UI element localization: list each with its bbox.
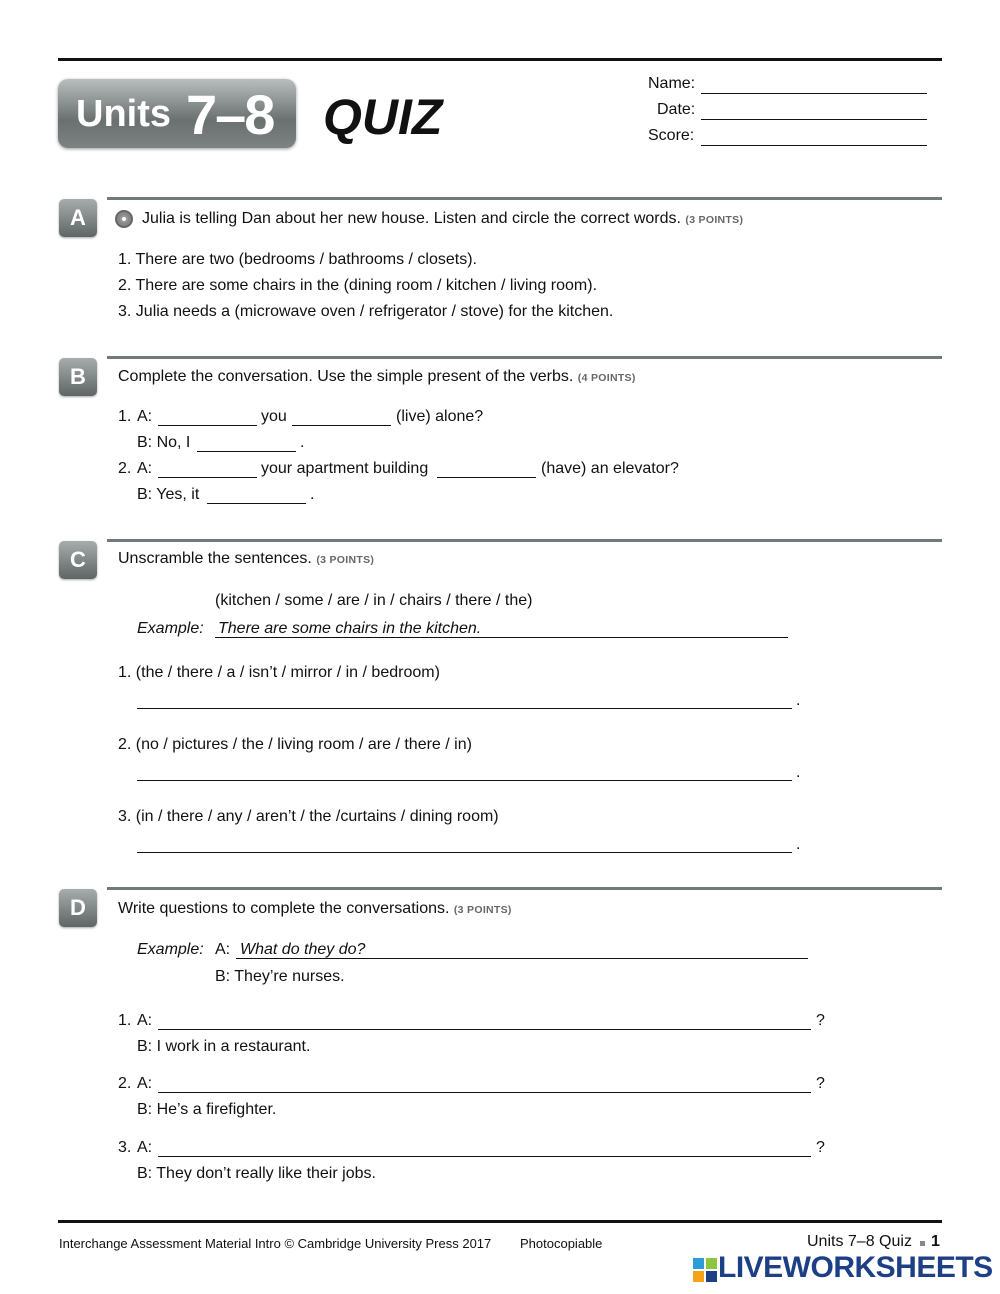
b2-blank-2[interactable]	[437, 477, 536, 478]
b2-blank-3[interactable]	[207, 503, 306, 504]
bottom-rule	[58, 1220, 942, 1223]
b2-speaker-a: A:	[137, 460, 153, 477]
section-d-bar	[107, 887, 942, 890]
b1-blank-3[interactable]	[197, 451, 296, 452]
c-example-words: (kitchen / some / are / in / chairs / there / the)	[215, 592, 533, 609]
quiz-title: QUIZ	[323, 89, 443, 145]
d1-number: 1.	[118, 1012, 132, 1029]
d3-speaker-a: A:	[137, 1139, 153, 1156]
b2-mid: your apartment building	[261, 460, 429, 477]
b1-response: B: No, I	[137, 434, 191, 451]
b1-live: (live) alone?	[396, 408, 484, 425]
d3-qmark: ?	[816, 1139, 825, 1156]
section-b-instruction	[118, 368, 636, 386]
b1-you: you	[261, 408, 287, 425]
d2-answer[interactable]	[158, 1092, 811, 1093]
section-a-text: Julia is telling Dan about her new house. Listen and circle the correct words.	[142, 210, 681, 227]
section-c-letter: C	[59, 541, 97, 579]
c-example-answer: There are some chairs in the kitchen.	[218, 620, 482, 637]
units-badge	[58, 79, 296, 148]
c-item-1: 1. (the / there / a / isn’t / mirror / in / bedroom)	[118, 664, 440, 681]
d2-response: B: He’s a firefighter.	[137, 1101, 277, 1118]
d-example-line	[236, 958, 808, 959]
section-d-letter: D	[59, 889, 97, 927]
c-answer-2[interactable]	[137, 780, 792, 781]
section-d-points: (3 POINTS)	[453, 904, 512, 916]
section-d-text: Write questions to complete the conversations.	[118, 900, 450, 917]
name-field[interactable]	[701, 93, 927, 94]
section-c-instruction	[118, 550, 374, 568]
top-rule	[58, 58, 942, 61]
d-example-answer: What do they do?	[240, 941, 366, 958]
section-b-text: Complete the conversation. Use the simple present of the verbs.	[118, 368, 574, 385]
c-example-label: Example:	[137, 620, 204, 637]
b1-period: .	[300, 434, 305, 451]
d1-answer[interactable]	[158, 1029, 811, 1030]
d2-number: 2.	[118, 1075, 132, 1092]
units-numbers: 7–8	[186, 83, 274, 146]
b1-number: 1.	[118, 408, 132, 425]
d3-answer[interactable]	[158, 1156, 811, 1157]
section-c-points: (3 POINTS)	[316, 554, 375, 566]
b2-period: .	[310, 486, 315, 503]
d-example-label: Example:	[137, 941, 204, 958]
section-b-letter: B	[59, 358, 97, 396]
b1-speaker-a: A:	[137, 408, 153, 425]
units-label: Units	[76, 93, 171, 135]
date-label: Date:	[657, 101, 696, 118]
c-period-3: .	[796, 836, 801, 853]
d2-speaker-a: A:	[137, 1075, 153, 1092]
b2-blank-1[interactable]	[158, 477, 257, 478]
b2-number: 2.	[118, 460, 132, 477]
b2-end: (have) an elevator?	[541, 460, 679, 477]
footer-quiz-label: Units 7–8 Quiz	[807, 1233, 912, 1250]
d3-number: 3.	[118, 1139, 132, 1156]
c-period-1: .	[796, 692, 801, 709]
d-example-b: B: They’re nurses.	[215, 968, 345, 985]
section-b-points: (4 POINTS)	[577, 372, 636, 384]
audio-icon[interactable]	[115, 210, 133, 228]
section-a-points: (3 POINTS)	[685, 214, 744, 226]
a-item-1: 1. There are two (bedrooms / bathrooms / closets).	[118, 251, 477, 268]
c-item-3: 3. (in / there / any / aren’t / the /curtains / dining room)	[118, 808, 499, 825]
footer-copyright: Interchange Assessment Material Intro © Cambridge University Press 2017	[59, 1236, 492, 1251]
date-field[interactable]	[701, 119, 927, 120]
d1-qmark: ?	[816, 1012, 825, 1029]
d-example-a: A:	[215, 941, 231, 958]
c-answer-1[interactable]	[137, 708, 792, 709]
footer-bullet	[920, 1241, 925, 1246]
d3-response: B: They don’t really like their jobs.	[137, 1165, 376, 1182]
name-label: Name:	[648, 75, 696, 92]
section-d-instruction	[118, 900, 512, 918]
b2-response: B: Yes, it	[137, 486, 200, 503]
footer-photocopiable: Photocopiable	[520, 1236, 603, 1251]
liveworksheets-logo-icon	[693, 1258, 717, 1282]
score-field[interactable]	[701, 145, 927, 146]
b1-blank-1[interactable]	[158, 425, 257, 426]
section-b-bar	[107, 356, 942, 359]
score-label: Score:	[648, 127, 695, 144]
c-item-2: 2. (no / pictures / the / living room / are / there / in)	[118, 736, 472, 753]
section-a-letter: A	[59, 199, 97, 237]
d2-qmark: ?	[816, 1075, 825, 1092]
c-answer-3[interactable]	[137, 852, 792, 853]
d1-response: B: I work in a restaurant.	[137, 1038, 311, 1055]
c-period-2: .	[796, 764, 801, 781]
liveworksheets-logo-text: LIVEWORKSHEETS	[718, 1251, 993, 1284]
c-example-line	[215, 637, 788, 638]
section-c-bar	[107, 539, 942, 542]
section-a-instruction	[142, 210, 743, 228]
a-item-3: 3. Julia needs a (microwave oven / refrigerator / stove) for the kitchen.	[118, 303, 614, 320]
b1-blank-2[interactable]	[292, 425, 391, 426]
d1-speaker-a: A:	[137, 1012, 153, 1029]
section-a-bar	[107, 197, 942, 200]
section-c-text: Unscramble the sentences.	[118, 550, 312, 567]
footer-page-number: 1	[931, 1233, 940, 1250]
a-item-2: 2. There are some chairs in the (dining room / kitchen / living room).	[118, 277, 598, 294]
